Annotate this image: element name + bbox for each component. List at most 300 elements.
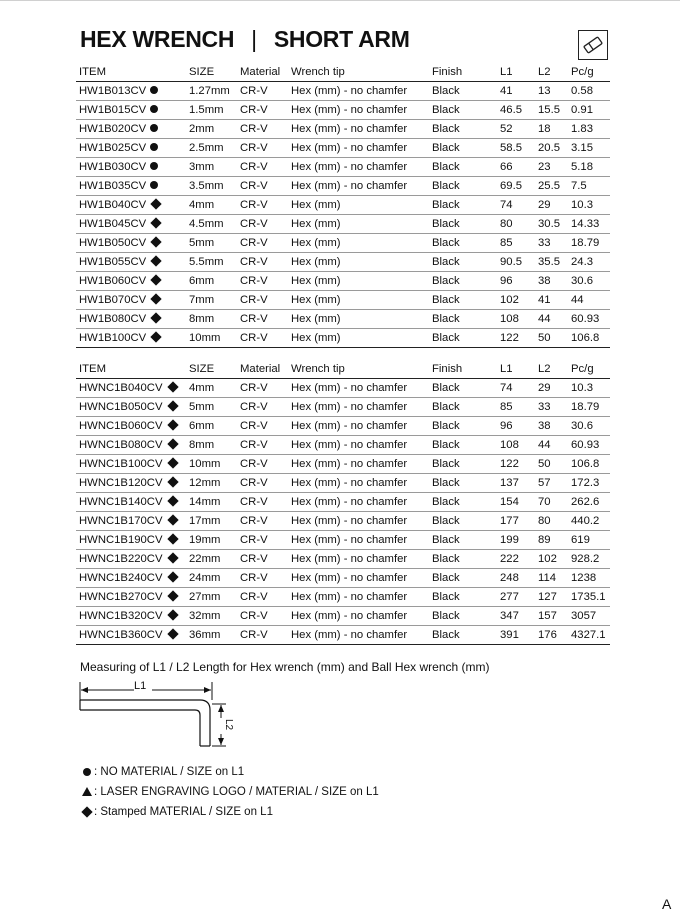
cell-material: CR-V: [237, 398, 288, 417]
cell-l2: 29: [535, 379, 568, 398]
cell-size: 1.5mm: [186, 101, 237, 120]
column-header: L2: [535, 62, 568, 82]
diamond-marker-icon: [151, 236, 162, 247]
cell-item: [76, 550, 186, 569]
hex-wrench-diagram: [76, 676, 246, 756]
table-row: [76, 329, 610, 348]
item-code: HWNC1B190CV: [79, 534, 163, 546]
cell-finish: Black: [429, 101, 497, 120]
item-code: HW1B050CV: [79, 237, 147, 249]
table-row: [76, 379, 610, 398]
cell-tip: Hex (mm) - no chamfer: [288, 607, 429, 626]
diamond-marker-icon: [167, 514, 178, 525]
cell-l1: 102: [497, 291, 535, 310]
cell-finish: Black: [429, 234, 497, 253]
item-code: HWNC1B100CV: [79, 458, 163, 470]
cell-l1: 108: [497, 436, 535, 455]
legend-item: [80, 782, 379, 802]
cell-size: 8mm: [186, 436, 237, 455]
cell-tip: Hex (mm) - no chamfer: [288, 474, 429, 493]
cell-item: [76, 101, 186, 120]
cell-pcg: 1238: [568, 569, 610, 588]
cell-finish: Black: [429, 512, 497, 531]
column-header: Finish: [429, 62, 497, 82]
cell-item: [76, 215, 186, 234]
cell-finish: Black: [429, 379, 497, 398]
cell-l1: 391: [497, 626, 535, 645]
cell-l1: 41: [497, 82, 535, 101]
table-row: [76, 101, 610, 120]
cell-l1: 347: [497, 607, 535, 626]
item-code: HWNC1B040CV: [79, 382, 163, 394]
cell-material: CR-V: [237, 329, 288, 348]
table-row: [76, 310, 610, 329]
cell-l1: 96: [497, 417, 535, 436]
cell-l2: 176: [535, 626, 568, 645]
table-row: [76, 493, 610, 512]
cell-pcg: 24.3: [568, 253, 610, 272]
cell-item: [76, 139, 186, 158]
cell-l1: 85: [497, 398, 535, 417]
item-code: HW1B015CV: [79, 104, 147, 116]
cell-item: [76, 436, 186, 455]
cell-item: [76, 82, 186, 101]
item-code: HWNC1B050CV: [79, 401, 163, 413]
table-row: [76, 531, 610, 550]
cell-finish: Black: [429, 493, 497, 512]
cell-size: 2mm: [186, 120, 237, 139]
diamond-symbol-icon: [80, 802, 94, 822]
cell-pcg: 7.5: [568, 177, 610, 196]
cell-l1: 199: [497, 531, 535, 550]
cell-material: CR-V: [237, 272, 288, 291]
cell-l1: 96: [497, 272, 535, 291]
cell-l2: 23: [535, 158, 568, 177]
item-code: HW1B013CV: [79, 85, 147, 97]
cell-l1: 52: [497, 120, 535, 139]
diamond-marker-icon: [151, 293, 162, 304]
diamond-marker-icon: [167, 400, 178, 411]
diamond-marker-icon: [167, 628, 178, 639]
l2-label: L2: [223, 719, 234, 731]
cell-pcg: 1735.1: [568, 588, 610, 607]
cell-size: 6mm: [186, 272, 237, 291]
cell-size: 32mm: [186, 607, 237, 626]
cell-size: 4mm: [186, 379, 237, 398]
cell-tip: Hex (mm): [288, 291, 429, 310]
table-row: [76, 253, 610, 272]
cell-finish: Black: [429, 329, 497, 348]
cell-l1: 122: [497, 455, 535, 474]
column-header: ITEM: [76, 62, 186, 82]
cell-tip: Hex (mm) - no chamfer: [288, 588, 429, 607]
cell-finish: Black: [429, 196, 497, 215]
cell-finish: Black: [429, 158, 497, 177]
diamond-marker-icon: [167, 381, 178, 392]
circle-marker-icon: [150, 105, 158, 113]
column-header: Material: [237, 359, 288, 379]
cell-finish: Black: [429, 569, 497, 588]
legend-item: [80, 762, 379, 782]
item-code: HWNC1B170CV: [79, 515, 163, 527]
cell-material: CR-V: [237, 253, 288, 272]
item-code: HWNC1B240CV: [79, 572, 163, 584]
cell-size: 5mm: [186, 398, 237, 417]
marker-legend: [80, 762, 379, 822]
cell-l1: 222: [497, 550, 535, 569]
cell-material: CR-V: [237, 82, 288, 101]
cell-item: [76, 272, 186, 291]
cell-finish: Black: [429, 253, 497, 272]
cell-pcg: 4327.1: [568, 626, 610, 645]
cell-finish: Black: [429, 272, 497, 291]
column-header: SIZE: [186, 359, 237, 379]
item-code: HW1B070CV: [79, 294, 147, 306]
cell-material: CR-V: [237, 291, 288, 310]
cell-item: [76, 531, 186, 550]
cell-size: 5mm: [186, 234, 237, 253]
cell-size: 8mm: [186, 310, 237, 329]
cell-material: CR-V: [237, 455, 288, 474]
cell-pcg: 5.18: [568, 158, 610, 177]
diamond-marker-icon: [167, 571, 178, 582]
diamond-marker-icon: [151, 274, 162, 285]
cell-pcg: 30.6: [568, 272, 610, 291]
cell-tip: Hex (mm) - no chamfer: [288, 512, 429, 531]
legend-item: [80, 802, 379, 822]
diamond-marker-icon: [151, 255, 162, 266]
cell-l1: 80: [497, 215, 535, 234]
cell-l2: 157: [535, 607, 568, 626]
table-row: [76, 626, 610, 645]
cell-pcg: 30.6: [568, 417, 610, 436]
cell-tip: Hex (mm) - no chamfer: [288, 569, 429, 588]
item-code: HW1B020CV: [79, 123, 147, 135]
cell-l2: 18: [535, 120, 568, 139]
cell-item: [76, 474, 186, 493]
cell-l2: 114: [535, 569, 568, 588]
cell-tip: Hex (mm) - no chamfer: [288, 531, 429, 550]
cell-finish: Black: [429, 417, 497, 436]
title-right: SHORT ARM: [273, 26, 410, 52]
cell-tip: Hex (mm) - no chamfer: [288, 139, 429, 158]
item-code: HW1B100CV: [79, 332, 147, 344]
cell-pcg: 0.91: [568, 101, 610, 120]
cell-pcg: 172.3: [568, 474, 610, 493]
cell-pcg: 619: [568, 531, 610, 550]
cell-l2: 33: [535, 234, 568, 253]
cell-l2: 57: [535, 474, 568, 493]
cell-tip: Hex (mm): [288, 329, 429, 348]
cell-tip: Hex (mm) - no chamfer: [288, 379, 429, 398]
cell-pcg: 262.6: [568, 493, 610, 512]
cell-pcg: 928.2: [568, 550, 610, 569]
cell-tip: Hex (mm) - no chamfer: [288, 158, 429, 177]
column-header: ITEM: [76, 359, 186, 379]
page-letter: A: [662, 896, 672, 912]
cell-l1: 137: [497, 474, 535, 493]
cell-l1: 74: [497, 379, 535, 398]
cell-item: [76, 310, 186, 329]
item-code: HW1B060CV: [79, 275, 147, 287]
cell-pcg: 3057: [568, 607, 610, 626]
cell-material: CR-V: [237, 310, 288, 329]
item-code: HWNC1B320CV: [79, 610, 163, 622]
table-row: [76, 417, 610, 436]
cell-item: [76, 607, 186, 626]
diamond-marker-icon: [167, 457, 178, 468]
cell-item: [76, 455, 186, 474]
circle-marker-icon: [150, 124, 158, 132]
cell-material: CR-V: [237, 158, 288, 177]
cell-item: [76, 234, 186, 253]
table-row: [76, 512, 610, 531]
cell-material: CR-V: [237, 550, 288, 569]
cell-l1: 90.5: [497, 253, 535, 272]
cell-l1: 69.5: [497, 177, 535, 196]
cell-tip: Hex (mm) - no chamfer: [288, 177, 429, 196]
cell-material: CR-V: [237, 417, 288, 436]
cell-tip: Hex (mm) - no chamfer: [288, 82, 429, 101]
item-code: HWNC1B270CV: [79, 591, 163, 603]
diamond-marker-icon: [151, 331, 162, 342]
cell-size: 1.27mm: [186, 82, 237, 101]
cell-tip: Hex (mm) - no chamfer: [288, 550, 429, 569]
cell-finish: Black: [429, 177, 497, 196]
spec-table-hex-wrench-no-chamfer: [76, 359, 610, 645]
cell-l1: 248: [497, 569, 535, 588]
diamond-marker-icon: [167, 609, 178, 620]
cell-tip: Hex (mm) - no chamfer: [288, 436, 429, 455]
cell-material: CR-V: [237, 436, 288, 455]
diamond-marker-icon: [167, 590, 178, 601]
cell-tip: Hex (mm): [288, 215, 429, 234]
diamond-marker-icon: [167, 495, 178, 506]
cell-finish: Black: [429, 474, 497, 493]
cell-finish: Black: [429, 291, 497, 310]
cell-finish: Black: [429, 531, 497, 550]
column-header: Wrench tip: [288, 359, 429, 379]
cell-l2: 44: [535, 310, 568, 329]
cell-pcg: 0.58: [568, 82, 610, 101]
cell-material: CR-V: [237, 196, 288, 215]
table-row: [76, 272, 610, 291]
cell-size: 6mm: [186, 417, 237, 436]
column-header: L1: [497, 62, 535, 82]
cell-l2: 102: [535, 550, 568, 569]
cell-l2: 29: [535, 196, 568, 215]
column-header: Pc/g: [568, 62, 610, 82]
cell-tip: Hex (mm) - no chamfer: [288, 120, 429, 139]
cell-tip: Hex (mm): [288, 234, 429, 253]
cell-finish: Black: [429, 310, 497, 329]
cell-tip: Hex (mm) - no chamfer: [288, 455, 429, 474]
cell-tip: Hex (mm): [288, 253, 429, 272]
column-header: Wrench tip: [288, 62, 429, 82]
cell-tip: Hex (mm) - no chamfer: [288, 101, 429, 120]
cell-l2: 41: [535, 291, 568, 310]
cell-size: 27mm: [186, 588, 237, 607]
cell-l2: 50: [535, 329, 568, 348]
cell-tip: Hex (mm): [288, 272, 429, 291]
cell-l2: 89: [535, 531, 568, 550]
table-row: [76, 82, 610, 101]
cell-tip: Hex (mm) - no chamfer: [288, 398, 429, 417]
table-row: [76, 291, 610, 310]
cell-l2: 20.5: [535, 139, 568, 158]
cell-finish: Black: [429, 436, 497, 455]
spec-table-hex-wrench: [76, 62, 610, 348]
triangle-symbol-icon: [80, 782, 94, 802]
table-row: [76, 474, 610, 493]
cell-l1: 85: [497, 234, 535, 253]
column-header: L1: [497, 359, 535, 379]
item-code: HWNC1B140CV: [79, 496, 163, 508]
cell-size: 14mm: [186, 493, 237, 512]
cell-tip: Hex (mm): [288, 310, 429, 329]
cell-item: [76, 379, 186, 398]
cell-material: CR-V: [237, 139, 288, 158]
diamond-marker-icon: [151, 312, 162, 323]
top-rule: [0, 0, 680, 1]
cell-size: 3mm: [186, 158, 237, 177]
table-row: [76, 120, 610, 139]
cell-pcg: 14.33: [568, 215, 610, 234]
cell-size: 12mm: [186, 474, 237, 493]
cell-item: [76, 253, 186, 272]
diamond-marker-icon: [167, 438, 178, 449]
cell-size: 2.5mm: [186, 139, 237, 158]
column-header: SIZE: [186, 62, 237, 82]
cell-item: [76, 177, 186, 196]
cell-pcg: 440.2: [568, 512, 610, 531]
cell-finish: Black: [429, 398, 497, 417]
cell-item: [76, 291, 186, 310]
cell-material: CR-V: [237, 493, 288, 512]
cell-l2: 25.5: [535, 177, 568, 196]
diamond-marker-icon: [151, 198, 162, 209]
cell-size: 7mm: [186, 291, 237, 310]
cell-tip: Hex (mm) - no chamfer: [288, 493, 429, 512]
cell-pcg: 1.83: [568, 120, 610, 139]
title-left: HEX WRENCH: [80, 26, 235, 52]
cell-size: 4mm: [186, 196, 237, 215]
table-row: [76, 569, 610, 588]
table-row: [76, 398, 610, 417]
eraser-icon: [578, 30, 608, 60]
cell-l1: 108: [497, 310, 535, 329]
cell-tip: Hex (mm) - no chamfer: [288, 417, 429, 436]
diamond-marker-icon: [167, 419, 178, 430]
cell-l1: 58.5: [497, 139, 535, 158]
item-code: HW1B040CV: [79, 199, 147, 211]
cell-size: 17mm: [186, 512, 237, 531]
cell-size: 4.5mm: [186, 215, 237, 234]
cell-l2: 35.5: [535, 253, 568, 272]
cell-finish: Black: [429, 139, 497, 158]
cell-l2: 44: [535, 436, 568, 455]
cell-l1: 46.5: [497, 101, 535, 120]
table-row: [76, 588, 610, 607]
cell-material: CR-V: [237, 569, 288, 588]
cell-item: [76, 569, 186, 588]
item-code: HW1B045CV: [79, 218, 147, 230]
cell-l2: 15.5: [535, 101, 568, 120]
cell-item: [76, 417, 186, 436]
cell-material: CR-V: [237, 626, 288, 645]
cell-size: 24mm: [186, 569, 237, 588]
cell-item: [76, 588, 186, 607]
cell-material: CR-V: [237, 474, 288, 493]
diamond-marker-icon: [167, 552, 178, 563]
item-code: HWNC1B120CV: [79, 477, 163, 489]
cell-item: [76, 512, 186, 531]
cell-size: 22mm: [186, 550, 237, 569]
cell-item: [76, 626, 186, 645]
cell-l2: 127: [535, 588, 568, 607]
cell-size: 36mm: [186, 626, 237, 645]
legend-text: : LASER ENGRAVING LOGO / MATERIAL / SIZE on L1: [94, 786, 379, 798]
cell-material: CR-V: [237, 512, 288, 531]
cell-pcg: 106.8: [568, 455, 610, 474]
measure-caption: Measuring of L1 / L2 Length for Hex wrench (mm) and Ball Hex wrench (mm): [80, 660, 490, 674]
cell-material: CR-V: [237, 531, 288, 550]
cell-finish: Black: [429, 455, 497, 474]
cell-pcg: 18.79: [568, 398, 610, 417]
table-row: [76, 177, 610, 196]
cell-material: CR-V: [237, 215, 288, 234]
item-code: HW1B035CV: [79, 180, 147, 192]
table-row: [76, 607, 610, 626]
circle-marker-icon: [150, 143, 158, 151]
table-row: [76, 550, 610, 569]
cell-material: CR-V: [237, 234, 288, 253]
cell-item: [76, 493, 186, 512]
legend-text: : Stamped MATERIAL / SIZE on L1: [94, 806, 273, 818]
cell-pcg: 60.93: [568, 310, 610, 329]
cell-finish: Black: [429, 588, 497, 607]
cell-finish: Black: [429, 215, 497, 234]
page-title: [80, 26, 410, 53]
legend-text: : NO MATERIAL / SIZE on L1: [94, 766, 245, 778]
table-row: [76, 234, 610, 253]
cell-finish: Black: [429, 607, 497, 626]
cell-l1: 122: [497, 329, 535, 348]
cell-item: [76, 196, 186, 215]
cell-l2: 33: [535, 398, 568, 417]
cell-l2: 38: [535, 272, 568, 291]
circle-marker-icon: [150, 181, 158, 189]
cell-pcg: 44: [568, 291, 610, 310]
item-code: HWNC1B360CV: [79, 629, 163, 641]
cell-tip: Hex (mm): [288, 196, 429, 215]
column-header: Finish: [429, 359, 497, 379]
item-code: HWNC1B060CV: [79, 420, 163, 432]
circle-symbol-icon: [80, 762, 94, 782]
cell-material: CR-V: [237, 588, 288, 607]
cell-pcg: 60.93: [568, 436, 610, 455]
table-row: [76, 139, 610, 158]
cell-pcg: 106.8: [568, 329, 610, 348]
column-header: Material: [237, 62, 288, 82]
cell-size: 10mm: [186, 329, 237, 348]
l1-label: L1: [134, 680, 147, 692]
item-code: HWNC1B220CV: [79, 553, 163, 565]
cell-material: CR-V: [237, 120, 288, 139]
cell-finish: Black: [429, 626, 497, 645]
table-row: [76, 158, 610, 177]
table-row: [76, 436, 610, 455]
